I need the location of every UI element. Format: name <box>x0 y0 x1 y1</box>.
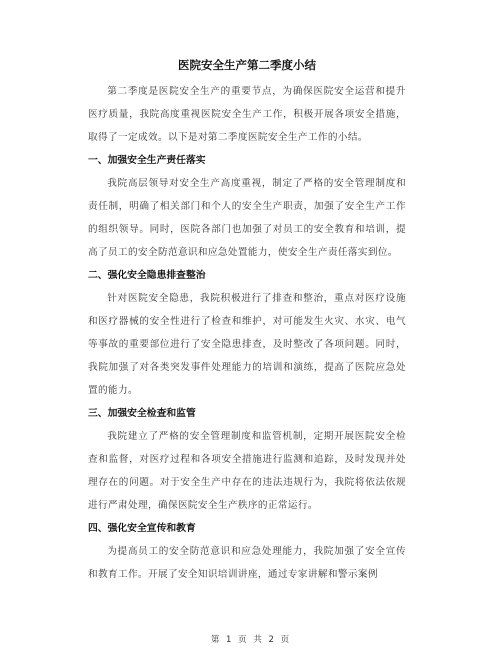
intro-paragraph: 第二季度是医院安全生产的重要节点，为确保医院安全运营和提升医疗质量，我院高度重视医院安全生产工作，积极开展各项安全措施，取得了一定成效。以下是对第二季度医院安全生产工作的小结。 <box>88 86 406 143</box>
section-heading-4: 四、强化安全宣传和教育 <box>88 523 196 534</box>
section-body-1: 我院高层领导对安全生产高度重视，制定了严格的安全管理制度和责任制，明确了相关部门和个人的安全生产职责，加强了安全生产工作的组织领导。同时，医院各部门也加强了对员工的安全教育和培训，提高了员工的安全防范意识和应急处置能力，使安全生产责任落实到位。 <box>88 178 406 258</box>
section-heading-3: 三、加强安全检查和监管 <box>88 408 196 419</box>
section-heading-1: 一、加强安全生产责任落实 <box>88 155 206 166</box>
section-body-2: 针对医院安全隐患，我院积极进行了排查和整治，重点对医疗设施和医疗器械的安全性进行了检查和维护，对可能发生火灾、水灾、电气等事故的重要部位进行了安全隐患排查，及时整改了各项问题。同时，我院加强了对各类突发事件处理能力的培训和演练，提高了医院应急处置的能力。 <box>88 293 406 396</box>
document-content <box>88 56 406 586</box>
page-footer: 第 1 页 共 2 页 <box>210 635 292 645</box>
section-heading-2: 二、强化安全隐患排查整治 <box>88 270 206 281</box>
section-body-3: 我院建立了严格的安全管理制度和监管机制，定期开展医院安全检查和监督，对医疗过程和各项安全措施进行监测和追踪，及时发现并处理存在的问题。对于安全生产中存在的违法违规行为，我院将依法依规进行严肃处理，确保医院安全生产秩序的正常运行。 <box>88 431 406 511</box>
document-title: 医院安全生产第二季度小结 <box>178 58 316 72</box>
section-body-4: 为提高员工的安全防范意识和应急处理能力，我院加强了安全宣传和教育工作。开展了安全知识培训讲座，通过专家讲解和警示案例 <box>88 546 406 580</box>
